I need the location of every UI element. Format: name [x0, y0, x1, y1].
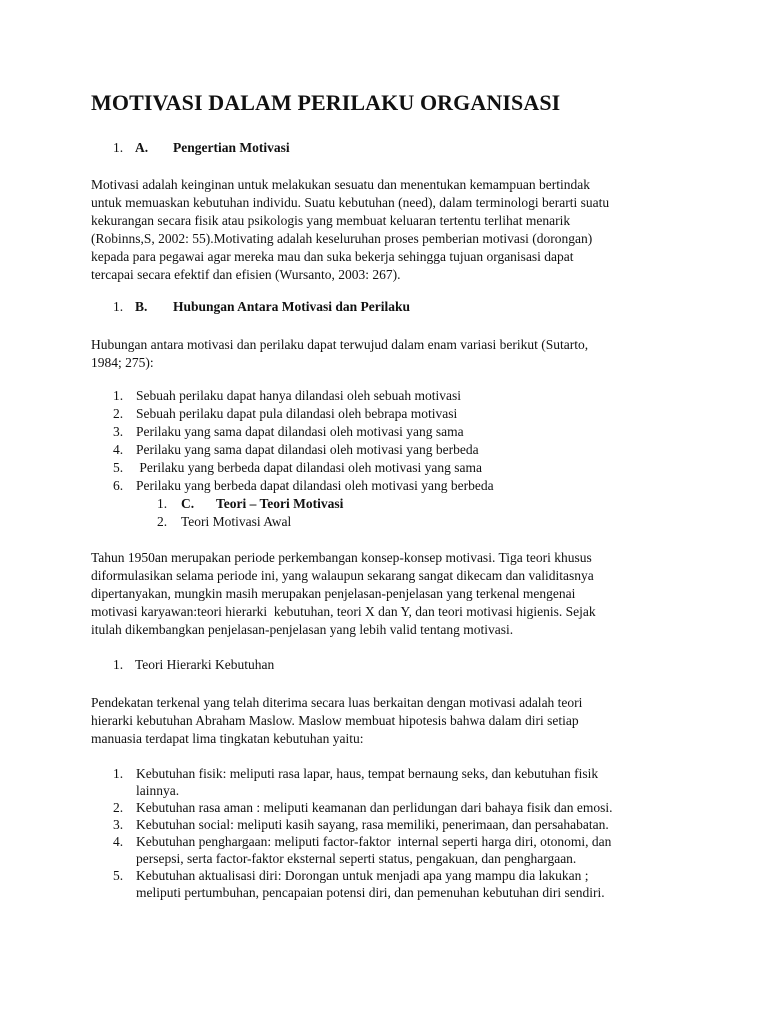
- paragraph-line: Motivasi adalah keinginan untuk melakukan sesuatu dan menentukan kemampuan bertindak: [91, 177, 590, 192]
- list-text: Kebutuhan aktualisasi diri: Dorongan untuk menjadi apa yang mampu dia lakukan ;: [136, 868, 589, 883]
- section-number: 1.: [113, 657, 124, 672]
- section-number: 1.: [113, 140, 124, 155]
- list-number: 4.: [113, 442, 124, 457]
- paragraph-line: kepada para pegawai agar mereka mau dan suka bekerja sehingga tujuan organisasi dapat: [91, 249, 574, 264]
- section-number: 1.: [113, 299, 124, 314]
- list-item: [91, 424, 651, 442]
- paragraph-line: tercapai secara efektif dan efisien (Wursanto, 2003: 267).: [91, 267, 401, 282]
- list-item: [91, 867, 671, 901]
- paragraph-line: motivasi karyawan:teori hierarki kebutuhan, teori X dan Y, dan teori motivasi higienis. Sejak: [91, 604, 596, 619]
- list-number: 1.: [113, 388, 124, 403]
- section-letter: A.: [135, 140, 149, 155]
- paragraph-definition: [91, 176, 671, 284]
- section-heading-a: [113, 140, 413, 158]
- paragraph-line: Pendekatan terkenal yang telah diterima secara luas berkaitan dengan motivasi adalah teori: [91, 695, 583, 710]
- section-heading-early-theory: [157, 514, 557, 532]
- paragraph-line: diformulasikan selama periode ini, yang walaupun sekarang sangat dikecam dan validitasnya: [91, 568, 594, 583]
- section-title: Teori Motivasi Awal: [181, 514, 292, 529]
- list-item: [91, 388, 651, 406]
- list-text: Perilaku yang berbeda dapat dilandasi oleh motivasi yang berbeda: [136, 478, 494, 493]
- section-number: 2.: [157, 514, 168, 529]
- list-item: [91, 442, 651, 460]
- list-text: persepsi, serta factor-faktor eksternal seperti status, pengakuan, dan penghargaan.: [136, 851, 577, 866]
- list-text: Perilaku yang sama dapat dilandasi oleh motivasi yang sama: [136, 424, 464, 439]
- list-number: 1.: [113, 766, 124, 781]
- section-title: Teori – Teori Motivasi: [216, 496, 344, 511]
- needs-list: [91, 765, 671, 901]
- list-text: Perilaku yang sama dapat dilandasi oleh motivasi yang berbeda: [136, 442, 479, 457]
- list-item: [91, 460, 651, 478]
- list-number: 5.: [113, 460, 124, 475]
- paragraph-line: kekurangan secara fisik atau psikologis yang membuat keluaran tertentu terlihat menarik: [91, 213, 571, 228]
- list-text: Kebutuhan rasa aman : meliputi keamanan dan perlidungan dari bahaya fisik dan emosi.: [136, 800, 613, 815]
- section-title: Hubungan Antara Motivasi dan Perilaku: [173, 299, 411, 314]
- list-number: 3.: [113, 817, 124, 832]
- paragraph-line: untuk memuaskan kebutuhan individu. Suatu kebutuhan (need), dalam terminologi berarti suatu: [91, 195, 610, 210]
- list-number: 5.: [113, 868, 124, 883]
- list-text: Sebuah perilaku dapat hanya dilandasi oleh sebuah motivasi: [136, 388, 462, 403]
- list-item: [91, 406, 651, 424]
- paragraph-line: (Robinns,S, 2002: 55).Motivating adalah keseluruhan proses pemberian motivasi (dorongan): [91, 231, 593, 246]
- paragraph-relationship: [91, 336, 671, 372]
- list-text: Perilaku yang berbeda dapat dilandasi oleh motivasi yang sama: [136, 460, 483, 475]
- list-text: lainnya.: [136, 783, 180, 798]
- list-item: [91, 816, 671, 833]
- list-number: 2.: [113, 800, 124, 815]
- paragraph-early-theory: [91, 549, 671, 639]
- paragraph-line: Tahun 1950an merupakan periode perkembangan konsep-konsep motivasi. Tiga teori khusus: [91, 550, 592, 565]
- list-number: 6.: [113, 478, 124, 493]
- section-heading-b: [113, 299, 513, 317]
- section-number: 1.: [157, 496, 168, 511]
- paragraph-maslow: [91, 694, 671, 748]
- section-heading-hierarchy: [113, 657, 413, 675]
- section-title: Teori Hierarki Kebutuhan: [135, 657, 275, 672]
- section-letter: C.: [181, 496, 195, 511]
- paragraph-line: itulah dikembangkan penjelasan-penjelasan yang lebih valid tentang motivasi.: [91, 622, 514, 637]
- section-letter: B.: [135, 299, 148, 314]
- list-number: 2.: [113, 406, 124, 421]
- list-text: Kebutuhan penghargaan: meliputi factor-faktor internal seperti harga diri, otonomi, dan: [136, 834, 612, 849]
- variation-list: [91, 388, 651, 496]
- list-number: 3.: [113, 424, 124, 439]
- nested-headings: [157, 496, 557, 532]
- paragraph-line: dipertanyakan, mungkin masih merupakan penjelasan-penjelasan yang terkenal mengenai: [91, 586, 576, 601]
- paragraph-line: manuasia terdapat lima tingkatan kebutuhan yaitu:: [91, 731, 364, 746]
- list-item: [91, 765, 671, 799]
- paragraph-line: hierarki kebutuhan Abraham Maslow. Maslow membuat hipotesis bahwa dalam diri setiap: [91, 713, 579, 728]
- paragraph-line: Hubungan antara motivasi dan perilaku dapat terwujud dalam enam variasi berikut (Sutarto,: [91, 337, 589, 352]
- paragraph-line: 1984; 275):: [91, 355, 154, 370]
- list-item: [91, 833, 671, 867]
- list-item: [91, 799, 671, 816]
- list-item: [91, 478, 651, 496]
- section-title: Pengertian Motivasi: [173, 140, 290, 155]
- section-heading-c: [157, 496, 557, 514]
- document-title: MOTIVASI DALAM PERILAKU ORGANISASI: [91, 90, 561, 115]
- list-text: Kebutuhan social: meliputi kasih sayang, rasa memiliki, penerimaan, dan persahabatan.: [136, 817, 609, 832]
- list-text: meliputi pertumbuhan, pencapaian potensi diri, dan pemenuhan kebutuhan diri sendiri.: [136, 885, 605, 900]
- list-number: 4.: [113, 834, 124, 849]
- list-text: Sebuah perilaku dapat pula dilandasi oleh bebrapa motivasi: [136, 406, 458, 421]
- list-text: Kebutuhan fisik: meliputi rasa lapar, haus, tempat bernaung seks, dan kebutuhan fisik: [136, 766, 599, 781]
